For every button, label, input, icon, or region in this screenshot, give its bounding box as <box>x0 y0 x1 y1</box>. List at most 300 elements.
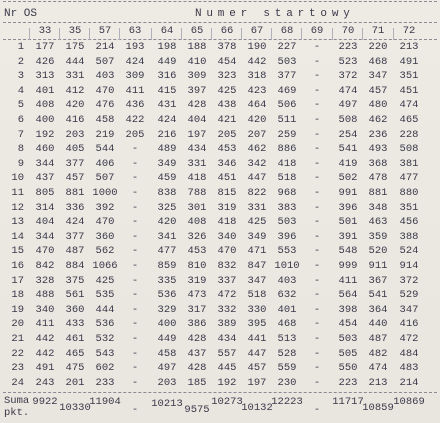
table-cell: 197 <box>247 376 267 389</box>
table-cell: 457 <box>65 172 85 185</box>
table-cell: 810 <box>187 260 207 272</box>
table-cell: 469 <box>277 84 297 97</box>
table-cell: 325 <box>157 201 177 214</box>
table-cell: 470 <box>35 245 55 258</box>
table-cell: 434 <box>187 143 207 156</box>
row-number: 10 <box>11 172 24 185</box>
table-cell: 203 <box>65 128 85 141</box>
table-cell: 881 <box>65 187 85 199</box>
table-cell: 415 <box>157 84 177 97</box>
table-cell: 216 <box>157 128 177 141</box>
table-cell: 344 <box>35 230 55 243</box>
table-cell: 420 <box>65 99 85 112</box>
table-cell: 468 <box>277 318 297 331</box>
table-cell: - <box>313 362 321 375</box>
table-cell: 444 <box>65 55 85 68</box>
table-cell: 493 <box>368 143 388 156</box>
table-cell: 474 <box>338 84 358 97</box>
table-cell: 400 <box>35 114 55 126</box>
table-cell: - <box>313 318 321 331</box>
table-cell: 536 <box>157 289 177 302</box>
table-cell: 342 <box>247 157 267 170</box>
row-number: 15 <box>11 245 24 258</box>
table-cell: 548 <box>338 245 358 258</box>
table-cell: - <box>313 347 321 360</box>
table-cell: 214 <box>399 376 419 389</box>
sum-cell: 10859 <box>362 402 394 414</box>
table-cell: 513 <box>277 333 297 345</box>
table-cell: 520 <box>368 245 388 258</box>
table-cell: 335 <box>157 274 177 287</box>
table-cell: 364 <box>368 303 388 316</box>
table-cell: 457 <box>247 362 267 375</box>
sum-cell: 11717 <box>332 396 364 408</box>
table-cell: 474 <box>368 362 388 375</box>
table-cell: 301 <box>187 201 207 214</box>
table-cell: 219 <box>95 128 115 141</box>
table-cell: 550 <box>338 362 358 375</box>
row-number: 22 <box>11 347 24 360</box>
table-cell: 424 <box>125 55 145 68</box>
table-cell: 408 <box>35 99 55 112</box>
column-divider <box>89 28 90 40</box>
table-cell: 185 <box>187 376 207 389</box>
table-cell: 508 <box>399 143 419 156</box>
table-cell: - <box>131 172 139 185</box>
table-cell: 404 <box>35 216 55 229</box>
table-cell: - <box>131 376 139 389</box>
row-number: 7 <box>17 128 24 141</box>
table-cell: 505 <box>338 347 358 360</box>
table-cell: 329 <box>157 303 177 316</box>
table-cell: 314 <box>35 201 55 214</box>
table-cell: 198 <box>157 41 177 53</box>
table-cell: 337 <box>217 274 237 287</box>
table-cell: 487 <box>65 245 85 258</box>
table-cell: - <box>131 216 139 229</box>
row-number: 8 <box>17 143 24 156</box>
table-cell: 460 <box>35 143 55 156</box>
table-cell: 456 <box>399 216 419 229</box>
table-cell: - <box>131 289 139 302</box>
table-cell: 859 <box>157 260 177 272</box>
table-cell: 207 <box>247 128 267 141</box>
table-cell: 359 <box>368 230 388 243</box>
table-cell: 468 <box>368 55 388 68</box>
row-number: 23 <box>11 362 24 375</box>
table-cell: 396 <box>338 201 358 214</box>
table-cell: - <box>313 274 321 287</box>
table-cell: 388 <box>399 230 419 243</box>
table-cell: 508 <box>338 114 358 126</box>
table-cell: 511 <box>277 114 297 126</box>
table-cell: - <box>313 172 321 185</box>
table-cell: 332 <box>217 303 237 316</box>
table-cell: 197 <box>187 128 207 141</box>
table-cell: 449 <box>157 333 177 345</box>
table-cell: 458 <box>95 114 115 126</box>
table-cell: - <box>313 143 321 156</box>
sum-cell: 11904 <box>89 396 121 408</box>
table-cell: 420 <box>157 216 177 229</box>
table-cell: 1000 <box>92 187 118 199</box>
column-header: 72 <box>402 25 416 37</box>
table-cell: 561 <box>65 289 85 302</box>
column-header: 70 <box>341 25 355 37</box>
table-cell: 418 <box>217 216 237 229</box>
table-cell: 459 <box>157 172 177 185</box>
table-cell: 177 <box>35 41 55 53</box>
table-cell: 472 <box>399 333 419 345</box>
table-cell: - <box>313 114 321 126</box>
table-cell: 426 <box>35 55 55 68</box>
table-cell: 425 <box>95 274 115 287</box>
table-cell: 421 <box>217 114 237 126</box>
table-cell: 259 <box>277 128 297 141</box>
table-cell: 403 <box>277 274 297 287</box>
sum-cell: 12223 <box>271 396 303 408</box>
row-number: 3 <box>17 70 24 83</box>
row-number: 1 <box>17 41 24 53</box>
table-cell: 886 <box>277 143 297 156</box>
table-cell: 230 <box>277 376 297 389</box>
table-cell: 483 <box>399 362 419 375</box>
table-cell: 507 <box>95 172 115 185</box>
table-cell: 436 <box>125 99 145 112</box>
table-cell: 507 <box>95 55 115 68</box>
table-cell: 395 <box>247 318 267 331</box>
table-cell: 564 <box>338 289 358 302</box>
table-cell: 381 <box>399 157 419 170</box>
table-cell: 428 <box>187 362 207 375</box>
column-divider <box>151 28 152 40</box>
table-cell: 529 <box>399 289 419 302</box>
table-cell: 368 <box>368 157 388 170</box>
table-cell: - <box>131 274 139 287</box>
table-cell: 309 <box>125 70 145 83</box>
row-number: 20 <box>11 318 24 331</box>
column-header: 57 <box>98 25 112 37</box>
table-cell: 377 <box>277 70 297 83</box>
table-cell: 328 <box>35 274 55 287</box>
table-cell: 418 <box>277 157 297 170</box>
table-cell: 477 <box>157 245 177 258</box>
table-cell: 214 <box>95 41 115 53</box>
table-cell: 805 <box>35 187 55 199</box>
table-cell: 553 <box>277 245 297 258</box>
table-cell: 233 <box>95 376 115 389</box>
table-cell: - <box>313 289 321 302</box>
row-number: 19 <box>11 303 24 316</box>
table-cell: 423 <box>247 84 267 97</box>
table-cell: 437 <box>35 172 55 185</box>
table-cell: - <box>313 157 321 170</box>
table-cell: - <box>131 201 139 214</box>
table-cell: - <box>313 41 321 53</box>
table-cell: 832 <box>217 260 237 272</box>
table-cell: 411 <box>338 274 358 287</box>
table-cell: 416 <box>399 318 419 331</box>
table-cell: 411 <box>125 84 145 97</box>
column-divider <box>59 28 60 40</box>
sum-cell: 10330 <box>59 402 91 414</box>
table-cell: 378 <box>217 41 237 53</box>
table-cell: 223 <box>338 41 358 53</box>
table-cell: 205 <box>217 128 237 141</box>
table-cell: 437 <box>187 347 207 360</box>
table-cell: 236 <box>368 128 388 141</box>
table-cell: 347 <box>399 303 419 316</box>
table-cell: 406 <box>95 157 115 170</box>
table-cell: 497 <box>157 362 177 375</box>
table-cell: 201 <box>65 376 85 389</box>
table-cell: 968 <box>277 187 297 199</box>
table-cell: - <box>131 362 139 375</box>
table-cell: 482 <box>368 347 388 360</box>
sum-cell: - <box>313 404 321 416</box>
row-number: 14 <box>11 230 24 243</box>
table-cell: 475 <box>65 362 85 375</box>
sum-cell: - <box>131 404 139 416</box>
table-cell: 318 <box>247 70 267 83</box>
table-cell: 543 <box>95 347 115 360</box>
table-cell: 420 <box>247 114 267 126</box>
table-cell: 331 <box>187 157 207 170</box>
table-cell: 428 <box>187 333 207 345</box>
table-cell: 454 <box>217 55 237 68</box>
table-cell: 488 <box>35 289 55 302</box>
table-cell: 192 <box>217 376 237 389</box>
table-cell: 347 <box>247 274 267 287</box>
table-cell: 528 <box>277 347 297 360</box>
table-cell: - <box>131 260 139 272</box>
table-cell: - <box>313 245 321 258</box>
table-cell: 317 <box>187 303 207 316</box>
table-cell: 326 <box>187 230 207 243</box>
table-cell: 451 <box>217 172 237 185</box>
table-cell: 330 <box>247 303 267 316</box>
table-cell: 478 <box>368 172 388 185</box>
table-cell: 372 <box>399 274 419 287</box>
table-cell: - <box>131 143 139 156</box>
table-cell: 815 <box>217 187 237 199</box>
table-cell: 433 <box>65 318 85 331</box>
row-number: 11 <box>11 187 24 199</box>
table-cell: 340 <box>217 230 237 243</box>
table-cell: 410 <box>187 55 207 68</box>
table-cell: 501 <box>338 216 358 229</box>
table-cell: 465 <box>65 347 85 360</box>
table-cell: - <box>131 347 139 360</box>
column-divider <box>29 28 30 40</box>
row-number: 9 <box>17 157 24 170</box>
table-cell: 323 <box>217 70 237 83</box>
table-cell: 1010 <box>274 260 300 272</box>
table-cell: 408 <box>187 216 207 229</box>
column-header: 68 <box>280 25 294 37</box>
column-header: 65 <box>190 25 204 37</box>
table-cell: 377 <box>65 230 85 243</box>
table-cell: 193 <box>125 41 145 53</box>
table-cell: 418 <box>187 172 207 185</box>
column-divider <box>332 28 333 40</box>
table-cell: 447 <box>247 347 267 360</box>
table-cell: 541 <box>338 143 358 156</box>
table-cell: - <box>313 187 321 199</box>
table-cell: - <box>131 230 139 243</box>
table-cell: 190 <box>247 41 267 53</box>
sum-cell: 10869 <box>393 396 425 408</box>
table-cell: 465 <box>399 114 419 126</box>
table-cell: - <box>313 333 321 345</box>
table-cell: 458 <box>157 347 177 360</box>
table-cell: 838 <box>157 187 177 199</box>
row-number: 5 <box>17 99 24 112</box>
table-cell: - <box>131 245 139 258</box>
sum-cell: 10273 <box>211 396 243 408</box>
nr-label: Nr OS <box>4 8 38 20</box>
table-cell: 880 <box>399 187 419 199</box>
table-cell: 454 <box>338 318 358 331</box>
table-cell: 203 <box>157 376 177 389</box>
table-cell: 474 <box>399 99 419 112</box>
table-cell: 346 <box>217 157 237 170</box>
table-cell: - <box>313 303 321 316</box>
table-cell: 223 <box>338 376 358 389</box>
table-cell: 412 <box>65 84 85 97</box>
table-cell: 397 <box>187 84 207 97</box>
table-cell: 341 <box>157 230 177 243</box>
table-cell: 440 <box>368 318 388 331</box>
column-divider <box>211 28 212 40</box>
table-cell: 480 <box>368 99 388 112</box>
table-cell: 348 <box>368 201 388 214</box>
table-cell: - <box>313 230 321 243</box>
table-cell: 213 <box>399 41 419 53</box>
table-cell: 447 <box>247 172 267 185</box>
table-cell: 503 <box>277 55 297 68</box>
table-cell: 425 <box>247 216 267 229</box>
column-divider <box>241 28 242 40</box>
row-number: 6 <box>17 114 24 126</box>
sum-cell: 9575 <box>184 404 210 416</box>
table-cell: 340 <box>35 303 55 316</box>
table-cell: 461 <box>65 333 85 345</box>
table-cell: 536 <box>95 318 115 331</box>
table-cell: 847 <box>247 260 267 272</box>
table-cell: 419 <box>338 157 358 170</box>
table-cell: - <box>131 303 139 316</box>
table-cell: 911 <box>368 260 388 272</box>
table-cell: 453 <box>217 143 237 156</box>
table-cell: 425 <box>217 84 237 97</box>
row-number: 12 <box>11 201 24 214</box>
table-cell: 506 <box>277 99 297 112</box>
table-cell: 914 <box>399 260 419 272</box>
table-cell: - <box>313 84 321 97</box>
table-cell: 544 <box>95 143 115 156</box>
table-cell: 428 <box>187 99 207 112</box>
table-cell: 401 <box>35 84 55 97</box>
table-cell: 532 <box>95 333 115 345</box>
table-cell: 562 <box>95 245 115 258</box>
sum-cell: 10132 <box>241 402 273 414</box>
column-header: 66 <box>220 25 234 37</box>
table-cell: 401 <box>277 303 297 316</box>
column-divider <box>181 28 182 40</box>
table-cell: 400 <box>157 318 177 331</box>
table-cell: 404 <box>187 114 207 126</box>
table-cell: 192 <box>35 128 55 141</box>
column-divider <box>119 28 120 40</box>
table-cell: 336 <box>65 201 85 214</box>
table-cell: 175 <box>65 41 85 53</box>
table-cell: 503 <box>277 216 297 229</box>
table-cell: 319 <box>217 201 237 214</box>
row-number: 17 <box>11 274 24 287</box>
table-cell: 535 <box>95 289 115 302</box>
sum-label-line2: pkt. <box>4 407 30 419</box>
column-header: 64 <box>160 25 174 37</box>
table-cell: 422 <box>125 114 145 126</box>
table-cell: 254 <box>338 128 358 141</box>
table-cell: 470 <box>217 245 237 258</box>
table-cell: 344 <box>35 157 55 170</box>
table-cell: 351 <box>399 201 419 214</box>
table-cell: 391 <box>338 230 358 243</box>
table-cell: 470 <box>95 216 115 229</box>
table-cell: 471 <box>247 245 267 258</box>
table-cell: 431 <box>157 99 177 112</box>
table-cell: 444 <box>95 303 115 316</box>
table-cell: 484 <box>399 347 419 360</box>
table-cell: 502 <box>338 172 358 185</box>
row-number: 18 <box>11 289 24 302</box>
column-divider <box>362 28 363 40</box>
table-cell: 377 <box>65 157 85 170</box>
table-cell: 449 <box>157 55 177 68</box>
table-cell: 632 <box>277 289 297 302</box>
table-cell: 999 <box>338 260 358 272</box>
table-cell: - <box>313 70 321 83</box>
table-cell: 464 <box>247 99 267 112</box>
table-cell: 389 <box>217 318 237 331</box>
table-cell: 453 <box>187 245 207 258</box>
table-cell: 349 <box>157 157 177 170</box>
sum-cell: 10213 <box>151 398 183 410</box>
table-cell: 424 <box>65 216 85 229</box>
table-cell: 472 <box>217 289 237 302</box>
table-cell: 347 <box>368 70 388 83</box>
table-cell: 477 <box>399 172 419 185</box>
sum-cell: 9922 <box>32 396 58 408</box>
row-number: 4 <box>17 84 24 97</box>
table-cell: - <box>313 260 321 272</box>
sum-label-line1: Suma <box>4 395 30 407</box>
column-header: 63 <box>128 25 142 37</box>
table-cell: - <box>313 376 321 389</box>
table-cell: 788 <box>187 187 207 199</box>
table-cell: 518 <box>247 289 267 302</box>
table-cell: 476 <box>95 99 115 112</box>
table-cell: - <box>131 187 139 199</box>
table-cell: 438 <box>217 99 237 112</box>
table-cell: 398 <box>338 303 358 316</box>
table-cell: 375 <box>65 274 85 287</box>
table-cell: 319 <box>187 274 207 287</box>
table-cell: 360 <box>95 230 115 243</box>
table-cell: 243 <box>35 376 55 389</box>
